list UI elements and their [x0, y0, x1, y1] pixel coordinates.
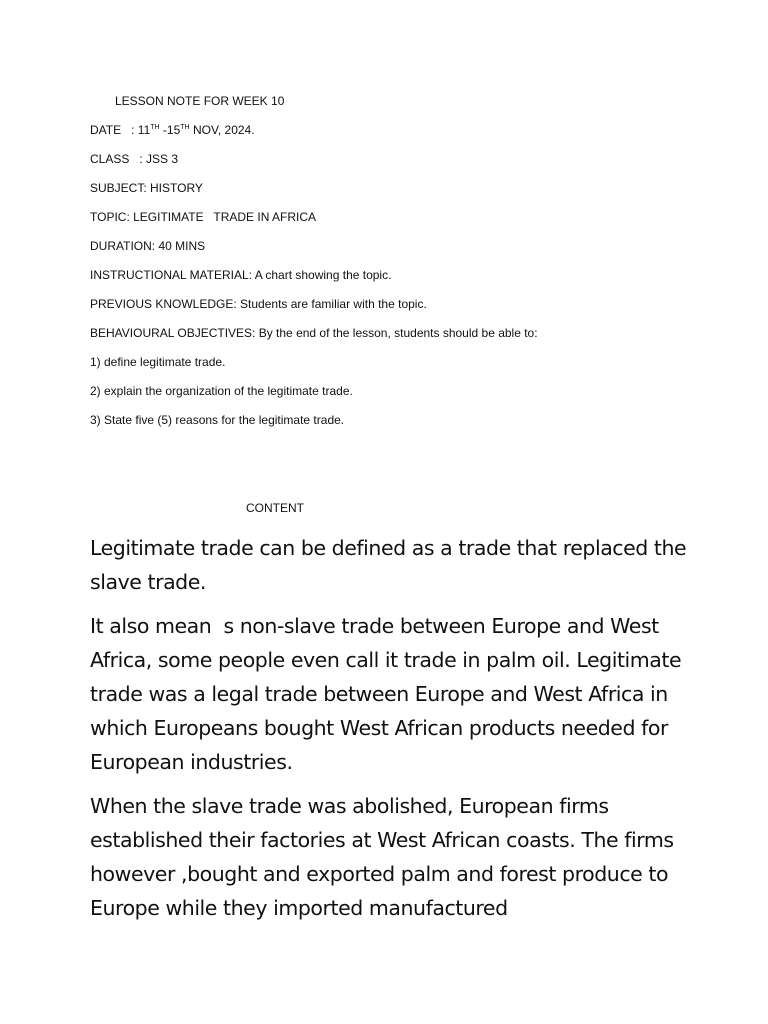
objective-item: 1) define legitimate trade.: [90, 355, 226, 369]
content-body: [90, 531, 700, 935]
duration-line: DURATION: 40 MINS: [90, 239, 206, 253]
content-paragraph: Legitimate trade can be defined as a trade that replaced the slave trade.: [90, 536, 693, 594]
class-line: CLASS : JSS 3: [90, 152, 179, 166]
content-heading: CONTENT: [246, 501, 304, 515]
date-line: [90, 123, 690, 152]
date-sup-1: TH: [150, 124, 160, 131]
objective-item: 3) State five (5) reasons for the legitimate trade.: [90, 413, 345, 427]
date-sup-2: TH: [180, 124, 190, 131]
previous-knowledge-line: PREVIOUS KNOWLEDGE: Students are familiar with the topic.: [90, 297, 427, 311]
date-mid: -15: [159, 123, 181, 137]
instructional-material-line: INSTRUCTIONAL MATERIAL: A chart showing the topic.: [90, 268, 392, 282]
content-paragraph: When the slave trade was abolished, European firms established their factories at West African coasts. The firms however ,bought and exported palm and forest produce to Europe while they imported manufactured: [90, 794, 680, 920]
content-paragraph: It also mean s non-slave trade between Europe and West Africa, some people even call it trade in palm oil. Legitimate trade was a legal trade between Europe and West Africa in which Europeans bought West African products needed for European industries.: [90, 614, 688, 774]
date-label: DATE : 11: [90, 123, 151, 137]
lesson-header: [90, 94, 690, 442]
behavioural-objectives-line: BEHAVIOURAL OBJECTIVES: By the end of the lesson, students should be able to:: [90, 326, 538, 340]
subject-line: SUBJECT: HISTORY: [90, 181, 203, 195]
topic-line: TOPIC: LEGITIMATE TRADE IN AFRICA: [90, 210, 317, 224]
date-tail: NOV, 2024.: [189, 123, 255, 137]
lesson-title: LESSON NOTE FOR WEEK 10: [115, 94, 285, 108]
objective-item: 2) explain the organization of the legitimate trade.: [90, 384, 353, 398]
